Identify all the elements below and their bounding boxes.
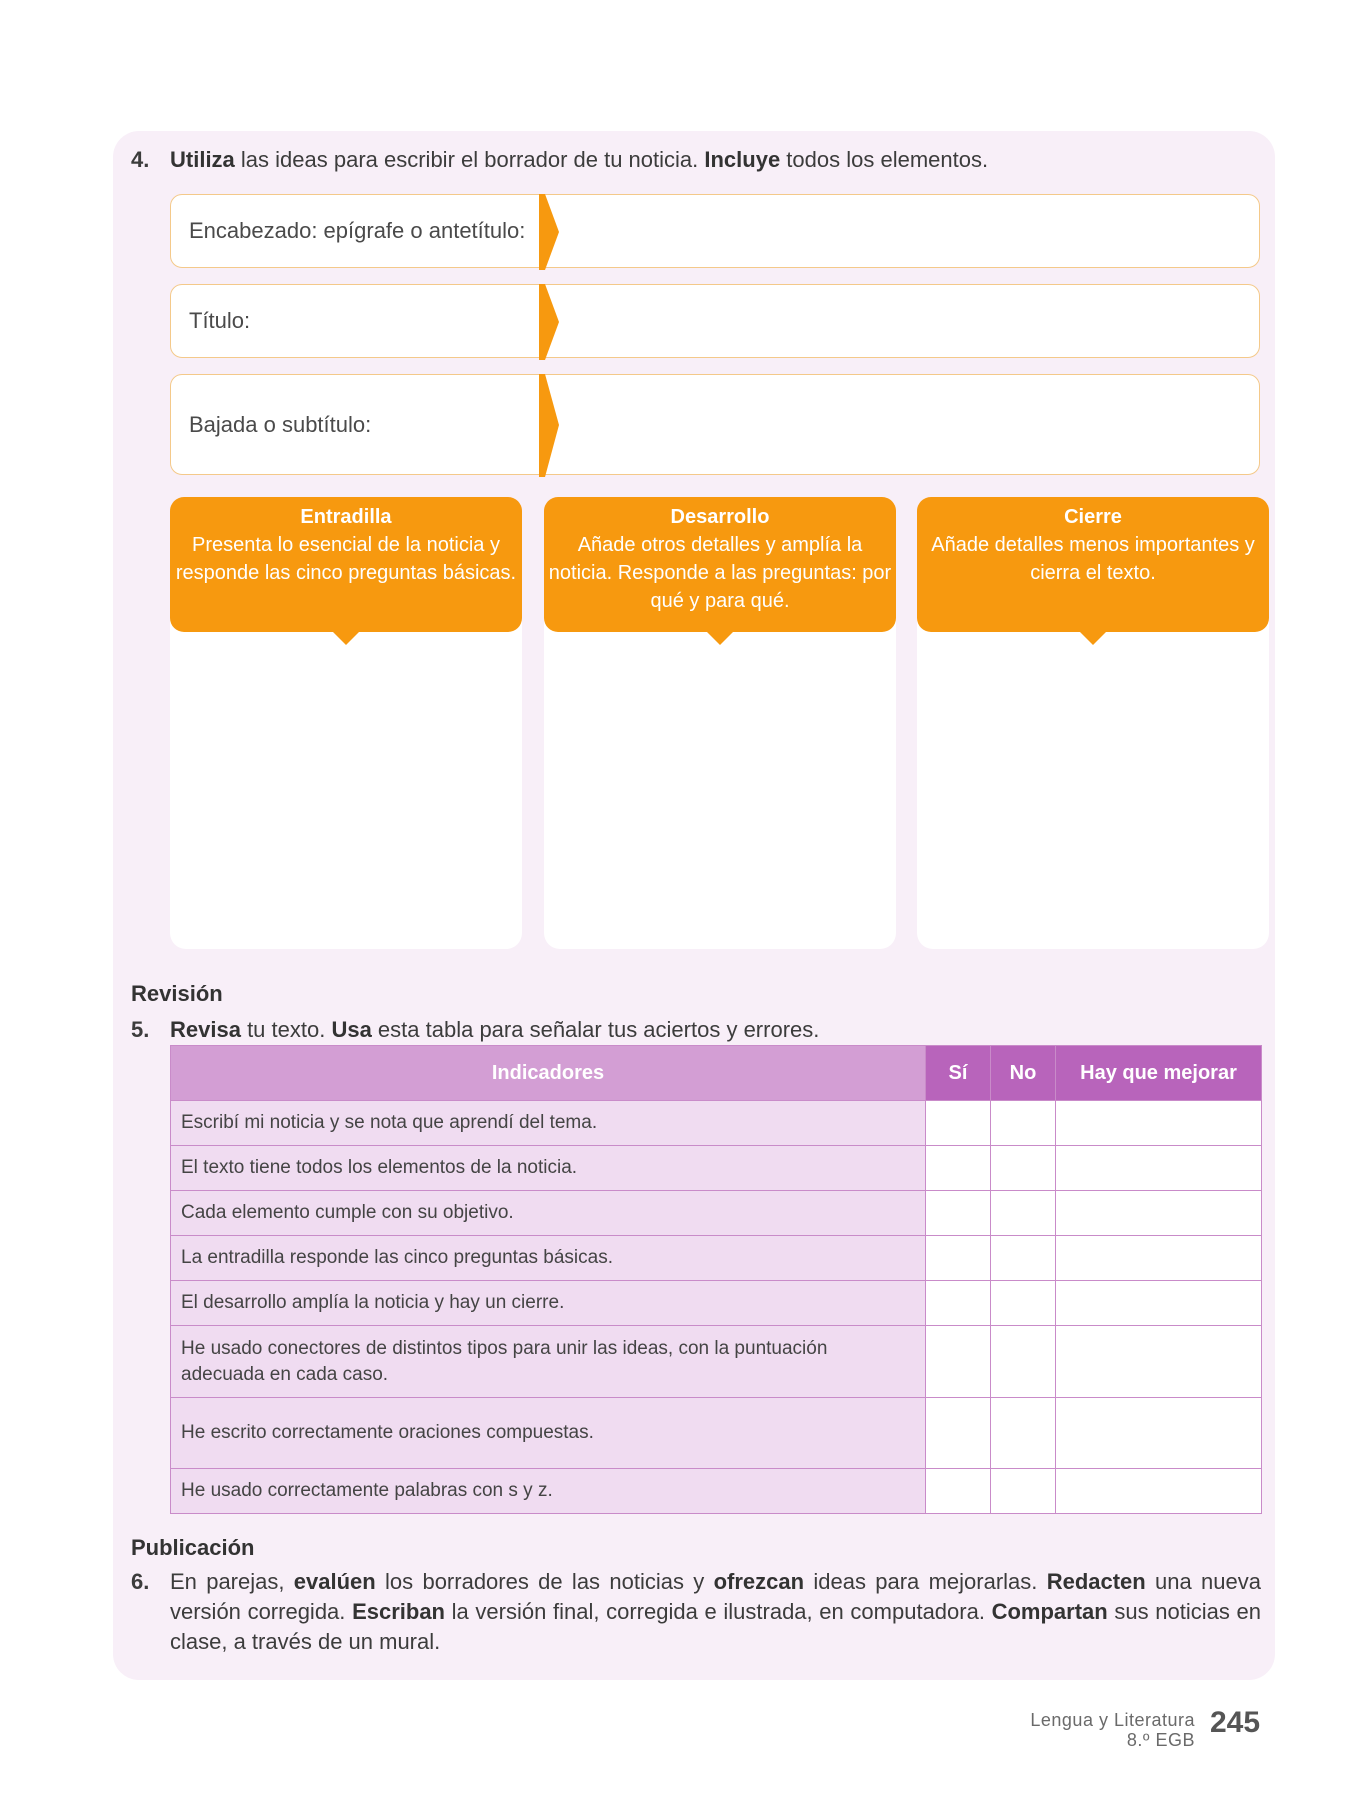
table-row [171,1236,1262,1281]
indicator-label: El texto tiene todos los elementos de la noticia. [171,1146,926,1191]
cell-si[interactable] [926,1326,991,1398]
cell-mejorar[interactable] [1056,1326,1262,1398]
column-description: Presenta lo esencial de la noticia y responde las cinco preguntas básicas. [175,534,517,584]
indicator-label: He usado conectores de distintos tipos para unir las ideas, con la puntuación adecuada en cada caso. [171,1326,926,1398]
table-row [171,1191,1262,1236]
cell-no[interactable] [991,1101,1056,1146]
column-description: Añade detalles menos importantes y cierra el texto. [931,534,1255,584]
cell-no[interactable] [991,1191,1056,1236]
question-text: Utiliza las ideas para escribir el borrador de tu noticia. Incluye todos los elementos. [170,147,989,172]
field-label: Encabezado: epígrafe o antetítulo: [189,218,526,243]
question-number: 5. [131,1017,150,1042]
footer-subject [1030,1710,1195,1750]
cell-no[interactable] [991,1326,1056,1398]
cell-mejorar[interactable] [1056,1398,1262,1469]
column-title: Entradilla [300,506,392,528]
section-heading-revision: Revisión [131,981,223,1006]
cell-no[interactable] [991,1398,1056,1469]
column-description: Añade otros detalles y amplía la noticia. Responde a las preguntas: por qué y para qué. [548,534,892,612]
column-header [917,497,1269,632]
cell-si[interactable] [926,1281,991,1326]
indicator-label: Cada elemento cumple con su objetivo. [171,1191,926,1236]
pointer-down-icon [332,631,360,645]
header-indicadores: Indicadores [171,1046,926,1101]
arrow-right-icon [539,374,559,477]
question-number: 4. [131,147,150,172]
cell-mejorar[interactable] [1056,1146,1262,1191]
column-header [170,497,522,632]
field-encabezado[interactable] [170,194,1260,268]
header-hay-que-mejorar: Hay que mejorar [1056,1046,1262,1101]
header-si: Sí [926,1046,991,1101]
cell-si[interactable] [926,1398,991,1469]
pointer-down-icon [706,631,734,645]
cell-mejorar[interactable] [1056,1236,1262,1281]
section-heading-publicacion: Publicación [131,1535,255,1560]
cell-no[interactable] [991,1281,1056,1326]
table-row [171,1326,1262,1398]
cell-si[interactable] [926,1146,991,1191]
column-entradilla[interactable] [170,497,522,949]
arrow-right-icon [539,284,559,360]
pointer-down-icon [1079,631,1107,645]
column-cierre[interactable] [917,497,1269,949]
table-row [171,1469,1262,1514]
field-label: Título: [189,308,251,333]
table-row [171,1146,1262,1191]
field-titulo[interactable] [170,284,1260,358]
table-header-row [171,1046,1262,1101]
table-row [171,1398,1262,1469]
arrow-right-icon [539,194,559,270]
cell-no[interactable] [991,1469,1056,1514]
cell-no[interactable] [991,1146,1056,1191]
table-row [171,1101,1262,1146]
table-row [171,1281,1262,1326]
question-text: En parejas, evalúen los borradores de las noticias y ofrezcan ideas para mejorarlas. Redacten una nueva versión corregida. Escriban la versión final, corregida e ilustrada, en computadora. Compartan sus noticias en clase, a través de un mural. [170,1569,1262,1654]
cell-mejorar[interactable] [1056,1469,1262,1514]
indicator-label: He escrito correctamente oraciones compuestas. [171,1398,926,1469]
field-bajada[interactable] [170,374,1260,475]
field-label: Bajada o subtítulo: [189,411,372,437]
grade-name: 8.º EGB [1126,1730,1195,1750]
cell-si[interactable] [926,1469,991,1514]
indicator-label: El desarrollo amplía la noticia y hay un cierre. [171,1281,926,1326]
column-title: Desarrollo [670,506,770,528]
indicators-table [170,1045,1262,1514]
cell-si[interactable] [926,1191,991,1236]
indicator-label: Escribí mi noticia y se nota que aprendí del tema. [171,1101,926,1146]
header-no: No [991,1046,1056,1101]
cell-mejorar[interactable] [1056,1281,1262,1326]
question-text: Revisa tu texto. Usa esta tabla para señalar tus aciertos y errores. [170,1017,820,1042]
column-header [544,497,896,632]
column-desarrollo[interactable] [544,497,896,949]
indicator-label: He usado correctamente palabras con s y z. [171,1469,926,1514]
subject-name: Lengua y Literatura [1030,1710,1195,1730]
cell-si[interactable] [926,1236,991,1281]
cell-si[interactable] [926,1101,991,1146]
indicator-label: La entradilla responde las cinco preguntas básicas. [171,1236,926,1281]
question-number: 6. [131,1569,150,1594]
cell-mejorar[interactable] [1056,1191,1262,1236]
cell-mejorar[interactable] [1056,1101,1262,1146]
page-number: 245 [1210,1706,1261,1739]
column-title: Cierre [1064,506,1122,528]
cell-no[interactable] [991,1236,1056,1281]
